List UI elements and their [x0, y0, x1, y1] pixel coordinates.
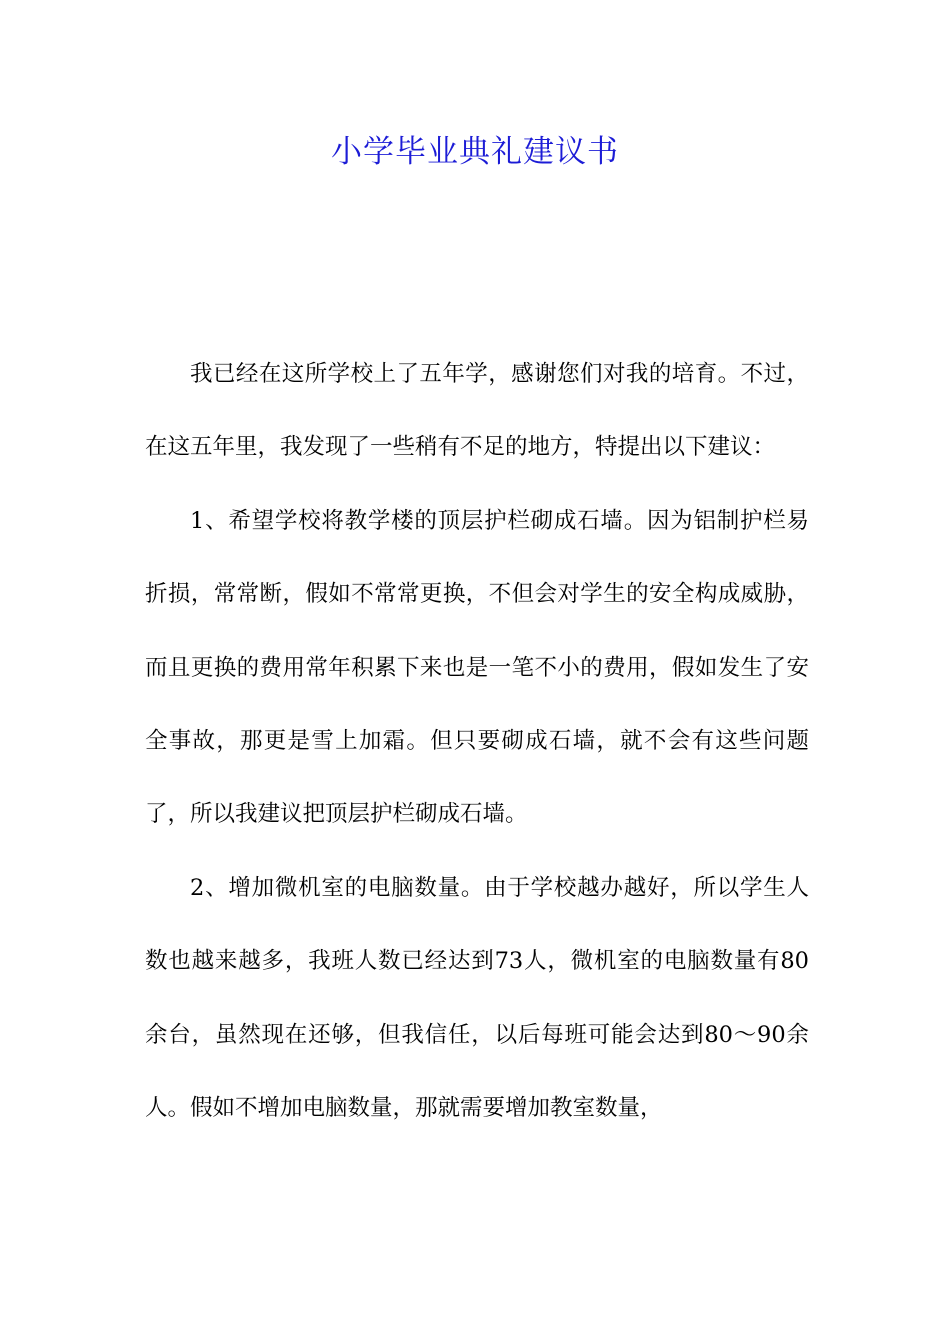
paragraph-suggestion-1: 1、希望学校将教学楼的顶层护栏砌成石墙。因为铝制护栏易折损，常常断，假如不常常更换，不但会对学生的安全构成威胁，而且更换的费用常年积累下来也是一笔不小的费用，假如发生了安全事故，那更是雪上加霜。但只要砌成石墙，就不会有这些问题了，所以我建议把顶层护栏砌成石墙。: [145, 507, 809, 828]
paragraph-suggestion-2: 2、增加微机室的电脑数量。由于学校越办越好，所以学生人数也越来越多，我班人数已经达到73人，微机室的电脑数量有80余台，虽然现在还够，但我信任，以后每班可能会达到80～90余人。假如不增加电脑数量，那就需要增加教室数量，: [145, 874, 809, 1122]
document-title: 小学毕业典礼建议书: [331, 134, 619, 170]
paragraph-intro: 我已经在这所学校上了五年学，感谢您们对我的培育。不过，在这五年里，我发现了一些稍有不足的地方，特提出以下建议：: [145, 361, 809, 461]
document-body: [145, 338, 809, 1145]
